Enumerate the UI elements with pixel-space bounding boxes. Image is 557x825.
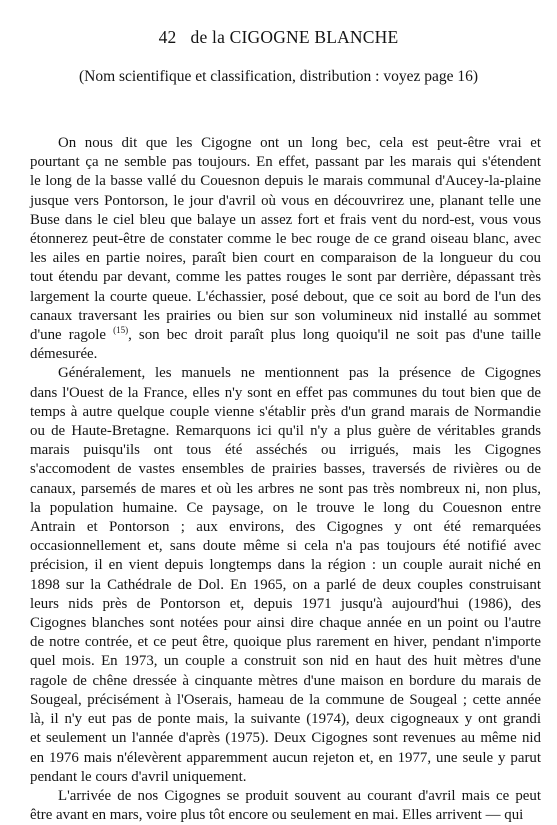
text-line: leurs nids près de Pontorson et, depuis 1971 jusqu'à aujourd'hui (1986), des <box>30 595 541 612</box>
text-line: démesurée. <box>30 346 98 363</box>
text-line: 1898 sur la Cathédrale de Dol. En 1965, on a parlé de deux couples construisant <box>30 576 541 593</box>
text-line: dans l'Ouest de la France, elles n'y sont en effet pas communes du tout bien que de <box>30 384 541 401</box>
text-line: Buse dans le ciel bleu que balaye un assez fort et frais vent du nord-est, vous vous <box>30 211 541 228</box>
text-line: marais puisqu'ils ont tous été asséchés ou irrigués, mais les Cigognes <box>30 442 541 459</box>
paragraph <box>30 787 541 825</box>
text-line: largement la courte queue. L'échassier, posé debout, que ce soit au bord de l'un des <box>30 288 541 305</box>
footnote-reference: (15) <box>113 325 129 336</box>
cross-reference-note: (Nom scientifique et classification, distribution : voyez page 16) <box>78 68 479 85</box>
text-line: et seulement un l'année d'après (1975). Deux Cigognes sont revenues au même nid <box>30 730 541 747</box>
text-line: ragole de chêne dressée à cinquante mètres d'une maison en bordure du marais de <box>30 672 541 689</box>
text-line: pendant le cours d'avril uniquement. <box>30 768 247 785</box>
text-line: Antrain et Pontorson ; aux environs, des Cigognes y ont été remarquées <box>30 519 541 536</box>
text-line: canaux, parsemés de mares et où les arbres ne sont pas très nombreux ni, non plus, <box>30 480 541 497</box>
text-line <box>30 326 541 345</box>
paragraph <box>30 364 541 786</box>
paragraph <box>30 134 541 364</box>
text-line: la population humaine. Ce paysage, on le trouve le long du Couesnon entre <box>30 499 541 516</box>
text-line: ou de Haute-Bretagne. Remarquons ici qu'il n'y a plus guère de véritables grands <box>30 423 541 440</box>
text-line: le long de la basse vallé du Couesnon depuis le marais communal d'Aucey-la-plaine <box>30 173 541 190</box>
text-line: Sougeal, précisément à l'Oserais, hameau de la commune de Sougeal ; cette année <box>30 691 541 708</box>
text-line: précision, il en vient depuis longtemps dans la région : un couple aurait niché en <box>30 557 541 574</box>
text-line: pourtant ça ne semble pas toujours. En effet, passant par les marais qui s'étendent <box>30 154 541 171</box>
text-line: On nous dit que les Cigogne ont un long bec, cela est peut-être vrai et <box>58 135 541 151</box>
text-line: étonnerez peut-être de constater comme le bec rouge de ce grand oiseau blanc, avec <box>30 231 541 248</box>
text-line: temps à autre quelque couple vienne s'établir près d'un grand marais de Normandie <box>30 403 541 420</box>
text-line: quel mois. En 1973, un couple a construit son nid en haut des huit mètres d'une <box>30 653 541 670</box>
text-line: là, il n'y eut pas de ponte mais, la suivante (1974), deux cigogneaux y ont grandi <box>30 711 541 728</box>
text-line: occasionnellement et, sans doute même si cela n'a pas toujours été notifié avec <box>30 538 541 555</box>
text-line: en 1976 mais n'élevèrent apparemment aucun rejeton et, en 1977, une seule y parut <box>30 749 541 766</box>
text-line: canaux traversant les prairies ou bien sur son volumineux nid installé au sommet <box>30 307 541 324</box>
text-line: être avant en mars, voire plus tôt encore ou seulement en mai. Elles arrivent — qui <box>30 807 524 824</box>
text-line: Généralement, les manuels ne mentionnent pas la présence de Cigognes <box>58 365 541 382</box>
text-line: Cigognes blanches sont notées pour ainsi dire chaque année en un point ou l'autre <box>30 615 541 632</box>
text-segment: , son bec droit paraît plus long quoiqu'il ne soit pas d'une taille <box>128 327 541 344</box>
text-line: jusque vers Pontorson, le jour d'avril où vous en découvrirez une, planant telle une <box>30 192 541 209</box>
text-line: de notre contrée, et ce peut être, quoique plus rarement en hiver, pendant n'importe <box>30 634 541 651</box>
text-segment: d'une ragole <box>30 327 114 344</box>
chapter-title: de la CIGOGNE BLANCHE <box>190 27 399 47</box>
text-line: L'arrivée de nos Cigognes se produit souvent au courant d'avril mais ce peut <box>58 787 541 804</box>
text-line: les ailes en partie noires, paraît bien court en comparaison de la longueur du cou <box>30 250 541 267</box>
body-text <box>30 134 541 825</box>
text-line: tout étendu par devant, comme les pattes rouges le sont par derrière, dépassant très <box>30 269 541 286</box>
text-line: s'accomodent de vastes ensembles de prairies basses, traversés de rivières ou de <box>30 461 541 478</box>
page-number: 42 <box>158 27 177 47</box>
page-header <box>0 27 557 48</box>
